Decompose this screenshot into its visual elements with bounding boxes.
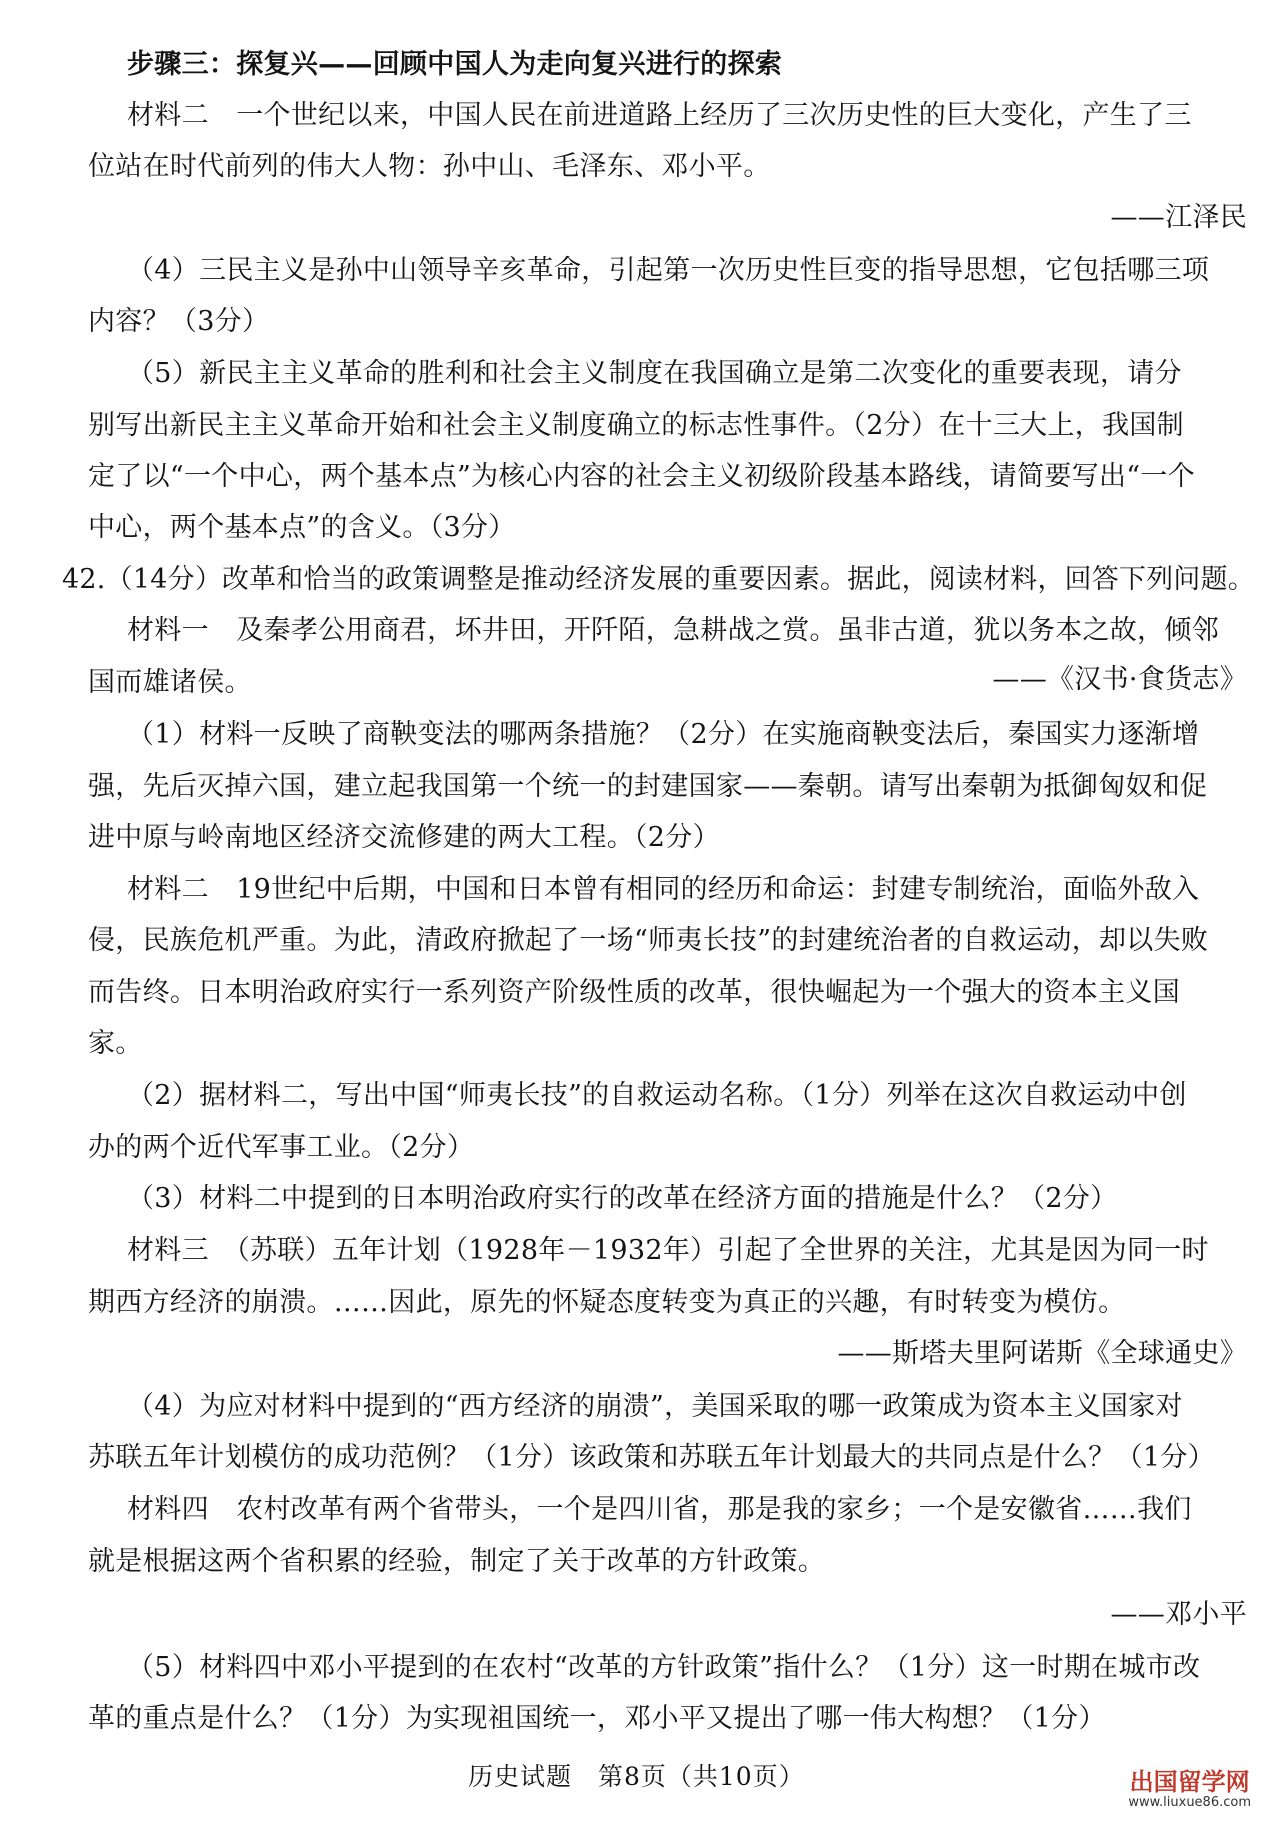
question-text: 办的两个近代军事工业。（2分） (88, 1132, 475, 1163)
question-text: （5）新民主主义革命的胜利和社会主义制度在我国确立是第二次变化的重要表现，请分 (127, 358, 1182, 389)
text-line: 材料一 及秦孝公用商君，坏井田，开阡陌，急耕战之赏。虽非古道，犹以务本之故，倾邻 (127, 615, 1219, 646)
question-text: 别写出新民主主义革命开始和社会主义制度确立的标志性事件。（2分）在十三大上，我国制 (88, 410, 1184, 441)
source-attribution: ——江泽民 (1110, 202, 1247, 233)
source-attribution: ——邓小平 (1110, 1599, 1247, 1630)
text-line: 而告终。日本明治政府实行一系列资产阶级性质的改革，很快崛起为一个强大的资本主义国 (88, 977, 1180, 1008)
text-line: 国而雄诸侯。 (88, 667, 252, 698)
watermark-title: 出国留学网 (1129, 1768, 1250, 1796)
question-text: 中心，两个基本点”的含义。（3分） (88, 512, 516, 543)
source-attribution: ——《汉书·食货志》 (992, 664, 1247, 695)
question-text: （4）三民主义是孙中山领导辛亥革命，引起第一次历史性巨变的指导思想，它包括哪三项 (127, 255, 1210, 286)
question-text: 内容？（3分） (88, 306, 270, 337)
text-line: 材料二 一个世纪以来，中国人民在前进道路上经历了三次历史性的巨大变化，产生了三 (127, 100, 1192, 131)
text-line: 侵，民族危机严重。为此，清政府掀起了一场“师夷长技”的封建统治者的自救运动，却以失败 (88, 925, 1209, 956)
question-header: 42.（14分）改革和恰当的政策调整是推动经济发展的重要因素。据此，阅读材料，回答下列问题。 (62, 564, 1255, 595)
text-line: 期西方经济的崩溃。……因此，原先的怀疑态度转变为真正的兴趣，有时转变为模仿。 (88, 1287, 1126, 1318)
page-footer: 历史试题 第8页（共10页） (468, 1762, 805, 1791)
text-line: 材料四 农村改革有两个省带头，一个是四川省，那是我的家乡；一个是安徽省……我们 (127, 1494, 1192, 1525)
site-watermark (1128, 1769, 1251, 1811)
section-heading: 步骤三：探复兴——回顾中国人为走向复兴进行的探索 (127, 49, 783, 80)
watermark-url: www.liuxue86.com (1128, 1795, 1251, 1810)
text-line: 材料二 19世纪中后期，中国和日本曾有相同的经历和命运：封建专制统治，面临外敌入 (127, 874, 1200, 905)
question-text: 革的重点是什么？（1分）为实现祖国统一，邓小平又提出了哪一伟大构想？（1分） (88, 1703, 1106, 1734)
source-attribution: ——斯塔夫里阿诺斯《全球通史》 (837, 1338, 1247, 1369)
question-text: （3）材料二中提到的日本明治政府实行的改革在经济方面的措施是什么？（2分） (127, 1183, 1118, 1214)
text-line: 就是根据这两个省积累的经验，制定了关于改革的方针政策。 (88, 1546, 826, 1577)
text-line: 家。 (88, 1028, 143, 1059)
text-line: 位站在时代前列的伟大人物：孙中山、毛泽东、邓小平。 (88, 151, 771, 182)
text-line: 材料三 （苏联）五年计划（1928年－1932年）引起了全世界的关注，尤其是因为同一时 (127, 1235, 1209, 1266)
question-text: （1）材料一反映了商鞅变法的哪两条措施？（2分）在实施商鞅变法后，秦国实力逐渐增 (127, 719, 1200, 750)
question-text: 苏联五年计划模仿的成功范例？（1分）该政策和苏联五年计划最大的共同点是什么？（1分） (88, 1442, 1215, 1473)
question-text: （5）材料四中邓小平提到的在农村“改革的方针政策”指什么？（1分）这一时期在城市改 (127, 1652, 1201, 1683)
question-text: 强，先后灭掉六国，建立起我国第一个统一的封建国家——秦朝。请写出秦朝为抵御匈奴和促 (88, 771, 1208, 802)
question-text: 进中原与岭南地区经济交流修建的两大工程。（2分） (88, 822, 720, 853)
question-text: 定了以“一个中心，两个基本点”为核心内容的社会主义初级阶段基本路线，请简要写出“一个 (88, 461, 1196, 492)
question-text: （4）为应对材料中提到的“西方经济的崩溃”，美国采取的哪一政策成为资本主义国家对 (127, 1391, 1183, 1422)
question-text: （2）据材料二，写出中国“师夷长技”的自救运动名称。（1分）列举在这次自救运动中创 (127, 1080, 1187, 1111)
